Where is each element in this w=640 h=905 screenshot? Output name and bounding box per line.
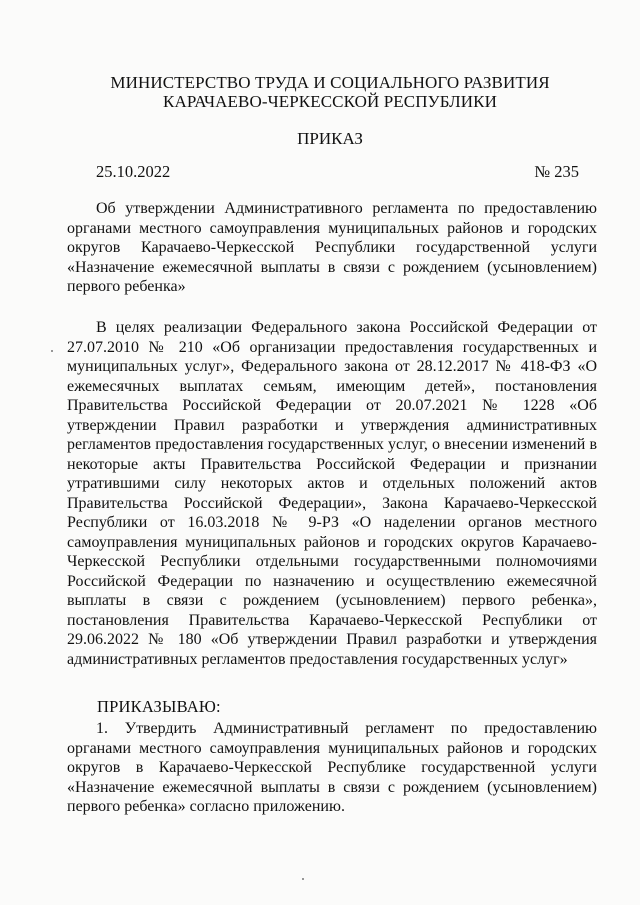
order-item-1: 1. Утвердить Административный регламент по предоставлению органами местного самоуправления муниципальных районов и городских округов в Карачаево-Черкесской Республике государственной услуги «Назначение ежемесячной выплаты в связи с рождением (усыновлением) первого ребенка» согласно приложению. bbox=[67, 720, 597, 815]
scan-speck bbox=[302, 878, 304, 880]
order-subject: Об утверждении Административного регламента по предоставлению органами местного самоуправления муниципальных районов и городских округов Карачаево-Черкесской Республики государственной услуги «Назначение ежемесячной выплаты в связи с рождением (усыновлением) первого ребенка» bbox=[67, 200, 597, 295]
ministry-name-line1: МИНИСТЕРСТВО ТРУДА И СОЦИАЛЬНОГО РАЗВИТИЯ bbox=[110, 73, 550, 92]
document-date: 25.10.2022 bbox=[96, 162, 171, 181]
document-number: № 235 bbox=[534, 162, 579, 181]
ministry-name-line2: КАРАЧАЕВО-ЧЕРКЕССКОЙ РЕСПУБЛИКИ bbox=[163, 92, 497, 111]
preamble-paragraph: В целях реализации Федерального закона Российской Федерации от 27.07.2010 № 210 «Об организации предоставления государственных и муниципальных услуг», Федерального закона от 28.12.2017 № 418-ФЗ «О ежемесячных выплатах семьям, имеющим детей», постановления Правительства Российской Федерации от 20.07.2021 № 1228 «Об утверждении Правил разработки и утверждения административных регламентов предоставления государственных услуг, о внесении изменений в некоторые акты Правительства Российской Федерации и признании утратившими силу некоторых актов и отдельных положений актов Правительства Российской Федерации», Закона Карачаево-Черкесской Республики от 16.03.2018 № 9-РЗ «О наделении органов местного самоуправления муниципальных районов и городских округов Карачаево-Черкесской Республики отдельными государственными полномочиями Российской Федерации по назначению и осуществлению ежемесячной выплаты в связи с рождением (усыновлением) первого ребенка», постановления Правительства Карачаево-Черкесской Республики от 29.06.2022 № 180 «Об утверждении Правил разработки и утверждения административных регламентов предоставления государственных услуг» bbox=[67, 319, 597, 668]
scan-speck bbox=[51, 350, 53, 352]
ministry-header bbox=[60, 73, 600, 111]
order-keyword: ПРИКАЗЫВАЮ: bbox=[97, 697, 221, 716]
document-type: ПРИКАЗ bbox=[297, 129, 363, 148]
